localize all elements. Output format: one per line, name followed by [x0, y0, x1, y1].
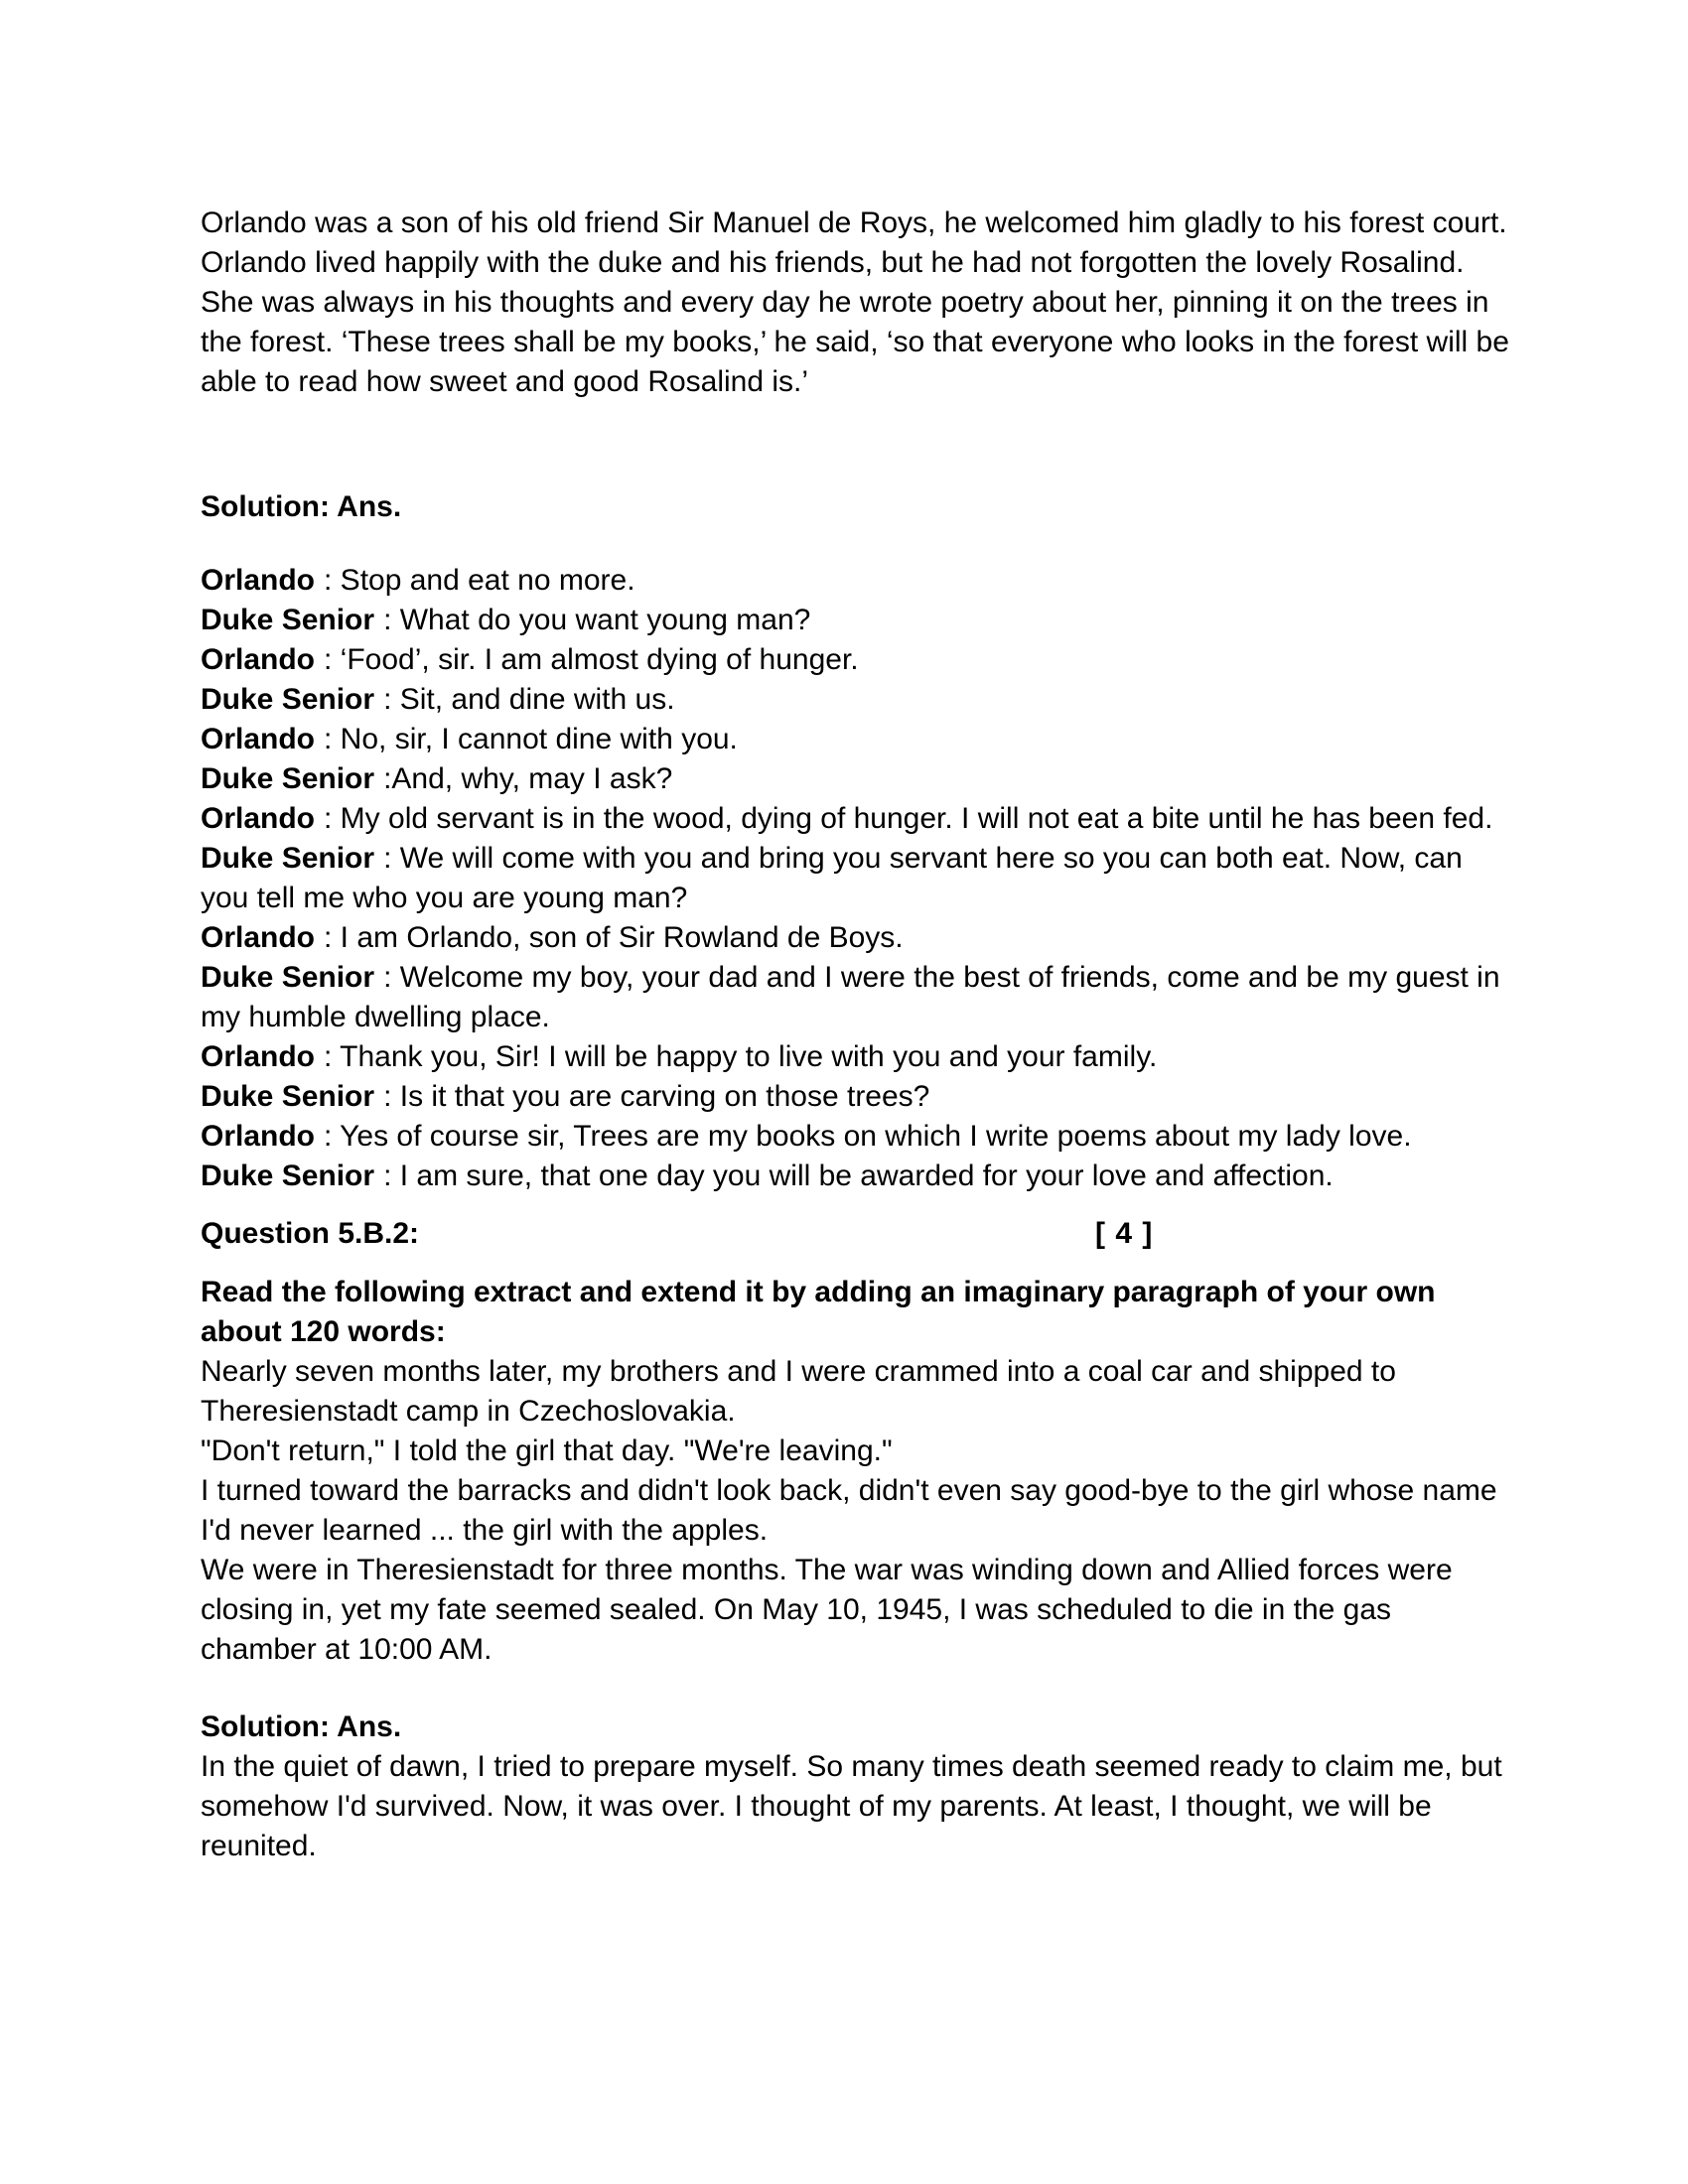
- dialogue-text: : No, sir, I cannot dine with you.: [324, 723, 738, 755]
- intro-paragraphs: [201, 204, 1511, 402]
- dialogue-line: [201, 601, 1511, 640]
- dialogue-line: [201, 759, 1511, 799]
- extract-paragraph: I turned toward the barracks and didn't look back, didn't even say good-bye to the girl whose name I'd never learned ... the girl with the apples.: [201, 1474, 1497, 1547]
- dialogue-speaker: Duke Senior: [201, 961, 375, 994]
- prompt-heading: Read the following extract and extend it by adding an imaginary paragraph of your own about 120 words:: [201, 1276, 1436, 1348]
- dialogue-text: : Thank you, Sir! I will be happy to live with you and your family.: [324, 1040, 1158, 1073]
- dialogue-text: : Sit, and dine with us.: [383, 683, 675, 716]
- dialogue-line: [201, 561, 1511, 601]
- dialogue-speaker: Orlando: [201, 802, 316, 835]
- dialogue-text: : ‘Food’, sir. I am almost dying of hunger.: [324, 643, 859, 676]
- dialogue-speaker: Orlando: [201, 723, 316, 755]
- dialogue-speaker: Orlando: [201, 921, 316, 954]
- dialogue-speaker: Orlando: [201, 1040, 316, 1073]
- dialogue-line: [201, 918, 1511, 958]
- dialogue-speaker: Duke Senior: [201, 1160, 375, 1192]
- dialogue-speaker: Orlando: [201, 564, 316, 597]
- solution-paragraph: In the quiet of dawn, I tried to prepare myself. So many times death seemed ready to claim me, but somehow I'd survived. Now, it was over. I thought of my parents. At least, I thought, we will be reunited.: [201, 1750, 1502, 1862]
- question-header: [201, 1214, 1511, 1254]
- dialogue-line: [201, 799, 1511, 839]
- question-marks: [ 4 ]: [1095, 1217, 1154, 1250]
- intro-paragraph: Orlando lived happily with the duke and his friends, but he had not forgotten the lovely Rosalind. She was always in his thoughts and every day he wrote poetry about her, pinning it on the trees in the forest. ‘These trees shall be my books,’ he said, ‘so that everyone who looks in the forest will be able to read how sweet and good Rosalind is.’: [201, 246, 1509, 398]
- dialogue-text: : Is it that you are carving on those trees?: [383, 1080, 930, 1113]
- dialogue-speaker: Orlando: [201, 1120, 316, 1153]
- dialogue-text: : I am sure, that one day you will be awarded for your love and affection.: [383, 1160, 1334, 1192]
- document-content: [201, 204, 1511, 1866]
- dialogue-text: : What do you want young man?: [383, 604, 811, 636]
- dialogue-text: : We will come with you and bring you servant here so you can both eat. Now, can you tell me who you are young man?: [201, 842, 1463, 914]
- dialogue-text: : My old servant is in the wood, dying of hunger. I will not eat a bite until he has been fed.: [324, 802, 1493, 835]
- dialogue-text: : Stop and eat no more.: [324, 564, 635, 597]
- dialogue-speaker: Duke Senior: [201, 1080, 375, 1113]
- intro-paragraph: Orlando was a son of his old friend Sir Manuel de Roys, he welcomed him gladly to his forest court.: [201, 206, 1507, 239]
- question-label: Question 5.B.2:: [201, 1217, 420, 1250]
- extract-paragraphs: [201, 1352, 1511, 1670]
- dialogue-speaker: Duke Senior: [201, 604, 375, 636]
- dialogue-speaker: Orlando: [201, 643, 316, 676]
- dialogue-line: [201, 720, 1511, 759]
- dialogue-line: [201, 680, 1511, 720]
- dialogue-speaker: Duke Senior: [201, 683, 375, 716]
- dialogue-text: :And, why, may I ask?: [383, 762, 673, 795]
- dialogue-line: [201, 1117, 1511, 1157]
- extract-paragraph: Nearly seven months later, my brothers and I were crammed into a coal car and shipped to Theresienstadt camp in Czechoslovakia.: [201, 1355, 1396, 1428]
- dialogue-text: : I am Orlando, son of Sir Rowland de Boys.: [324, 921, 904, 954]
- solution-label-2: Solution: Ans.: [201, 1710, 402, 1743]
- dialogue-line: [201, 958, 1511, 1037]
- extract-paragraph: We were in Theresienstadt for three months. The war was winding down and Allied forces were closing in, yet my fate seemed sealed. On May 10, 1945, I was scheduled to die in the gas chamber at 10:00 AM.: [201, 1554, 1453, 1666]
- solution-label-1: Solution: Ans.: [201, 490, 402, 523]
- dialogue-text: : Welcome my boy, your dad and I were the best of friends, come and be my guest in my humble dwelling place.: [201, 961, 1500, 1033]
- dialogue-line: [201, 1037, 1511, 1077]
- dialogue-line: [201, 839, 1511, 918]
- dialogue-line: [201, 1077, 1511, 1117]
- dialogue-speaker: Duke Senior: [201, 762, 375, 795]
- dialogue-block: [201, 561, 1511, 1196]
- dialogue-line: [201, 1157, 1511, 1196]
- dialogue-text: : Yes of course sir, Trees are my books on which I write poems about my lady love.: [324, 1120, 1412, 1153]
- extract-paragraph: "Don't return," I told the girl that day. "We're leaving.": [201, 1434, 893, 1467]
- dialogue-line: [201, 640, 1511, 680]
- dialogue-speaker: Duke Senior: [201, 842, 375, 875]
